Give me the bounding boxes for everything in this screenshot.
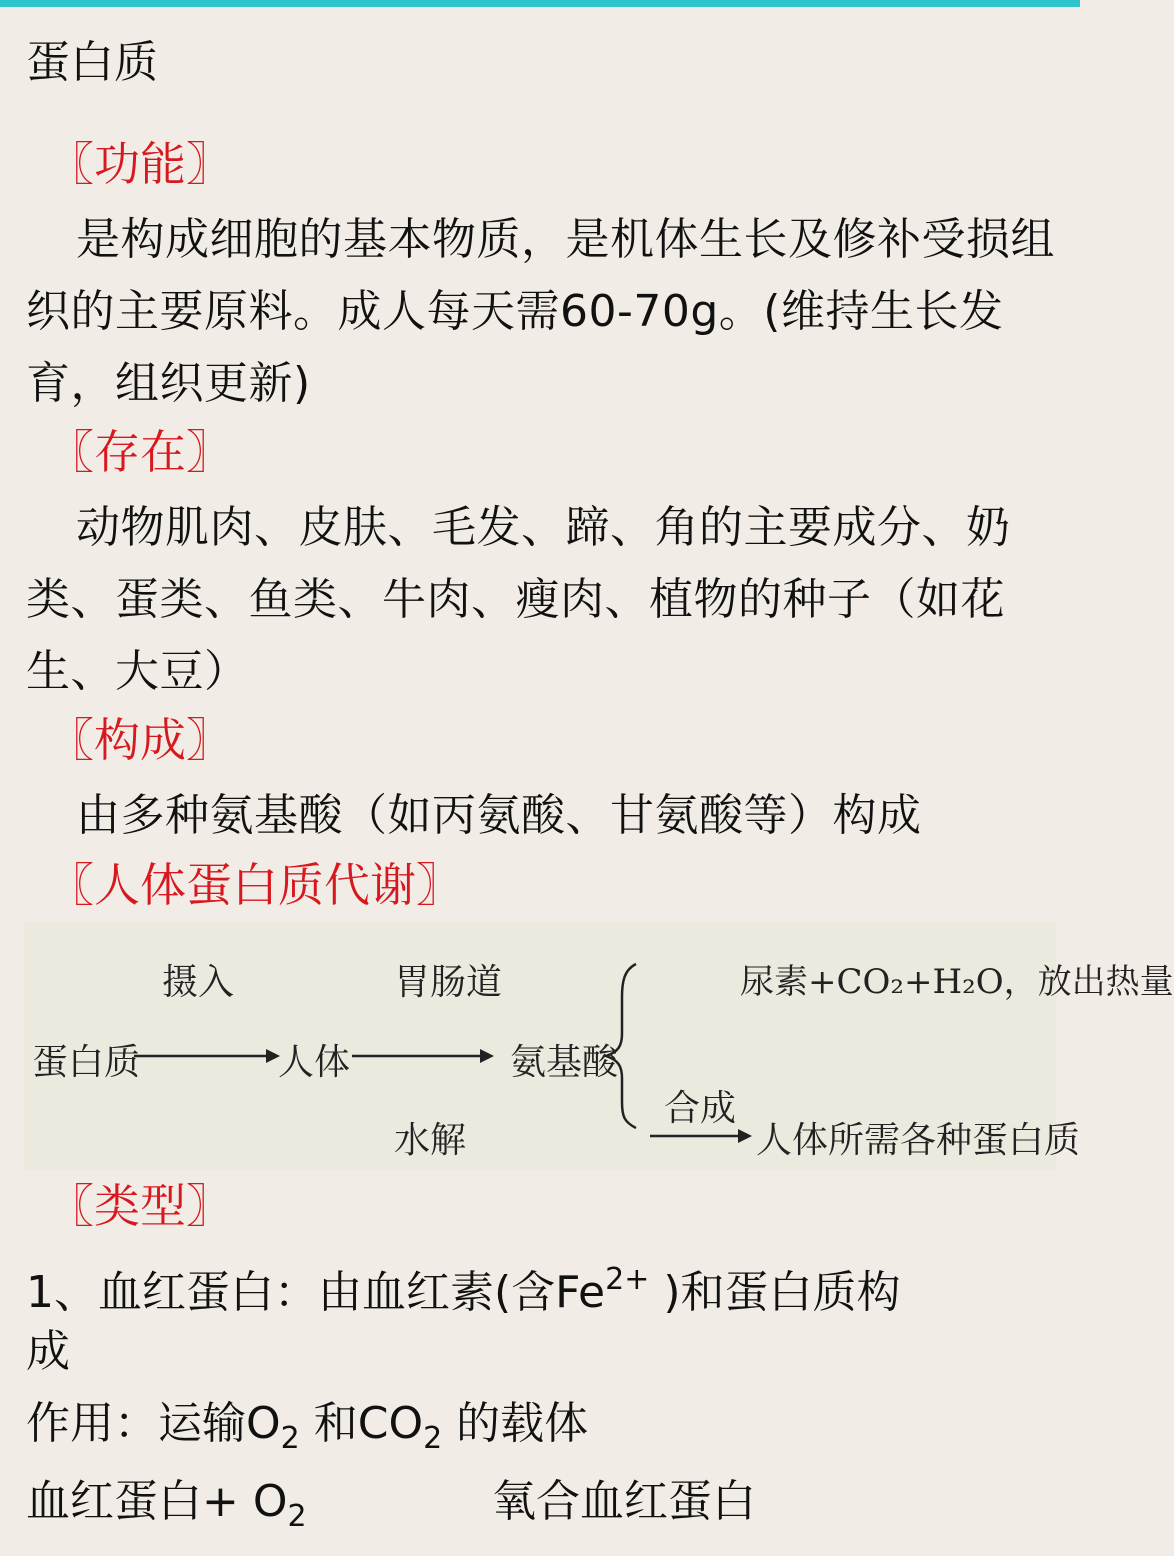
types-line-4-product: 氧合血红蛋白 — [492, 1476, 756, 1527]
page-title: 蛋白质 — [26, 37, 158, 88]
diagram-hydrolysis: 水解 — [394, 1120, 467, 1161]
diagram-amino: 氨基酸 — [510, 1042, 619, 1083]
section-head-existence: 〖存在〗 — [48, 425, 232, 479]
types-line-3: 作用：运输$O_2$ 和$CO_2$ 的载体 — [26, 1398, 589, 1456]
diagram-tract: 胃肠道 — [394, 962, 503, 1003]
diagram-protein: 蛋白质 — [32, 1042, 141, 1083]
function-text: 是构成细胞的基本物质，是机体生长及修补受损组织的主要原料。成人每天需60-70g。(维持生长发育，组织更新) — [26, 214, 1055, 409]
top-accent-bar — [0, 0, 1080, 7]
diagram-body: 人体 — [278, 1042, 351, 1083]
composition-text: 由多种氨基酸（如丙氨酸、甘氨酸等）构成 — [76, 790, 922, 841]
metabolism-diagram — [24, 922, 1174, 1170]
existence-text: 动物肌肉、皮肤、毛发、蹄、角的主要成分、奶类、蛋类、鱼类、牛肉、瘦肉、植物的种子（如花生、大豆） — [26, 502, 1011, 697]
arrow-hydrolysis-head — [480, 1049, 494, 1063]
types-line-2: 成 — [26, 1326, 70, 1377]
arrow-synthesis-head — [738, 1129, 752, 1143]
diagram-needed: 人体所需各种蛋白质 — [756, 1120, 1081, 1161]
section-head-composition: 〖构成〗 — [48, 713, 232, 767]
section-head-metabolism: 〖人体蛋白质代谢〗 — [48, 858, 462, 912]
diagram-synth: 合成 — [664, 1088, 737, 1129]
diagram-products: 尿素+CO₂+H₂O，放出热量 — [740, 962, 1174, 1002]
section-head-types: 〖类型〗 — [48, 1179, 232, 1233]
section-head-function: 〖功能〗 — [48, 137, 232, 191]
diagram-ingest: 摄入 — [162, 962, 235, 1003]
types-line-4: 血红蛋白+ $O_2$ — [26, 1476, 307, 1534]
types-line-1: 1、血红蛋白：由血红素(含$Fe^{2+}$ )和蛋白质构 — [26, 1262, 901, 1318]
